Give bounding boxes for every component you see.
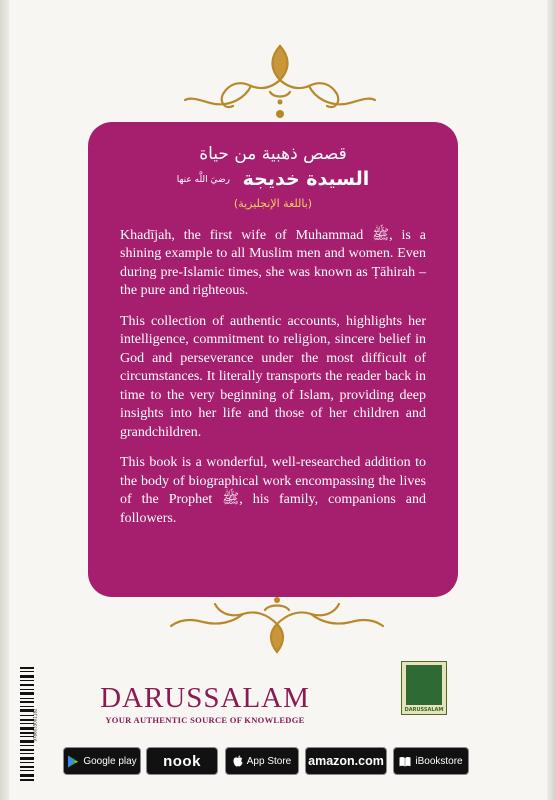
- app-store-badge[interactable]: [225, 747, 299, 775]
- amazon-badge[interactable]: [305, 747, 387, 775]
- publisher-block: [55, 682, 355, 726]
- google-play-badge[interactable]: [63, 747, 141, 775]
- paragraph: This book is a wonderful, well-researched addition to the body of biographical work encompassing the lives of the Prophet ﷺ, his family, companions and followers.: [120, 455, 426, 526]
- google-play-label: Google play: [83, 755, 137, 767]
- amazon-label: amazon.com: [308, 754, 384, 768]
- publisher-name: DARUSSALAM: [100, 682, 310, 714]
- paragraph: This collection of authentic accounts, highlights her intelligence, commitment to religion, sincere belief in God and perseverance under the most difficult of circumstances. It literally transports the reader back in time to the very beginning of Islam, providing deep insights into her life and those of her children and grandchildren.: [120, 313, 426, 440]
- nook-label: nook: [163, 752, 201, 770]
- google-play-icon: [67, 755, 79, 768]
- ibookstore-label: iBookstore: [415, 755, 463, 767]
- left-edge: [0, 0, 9, 800]
- arabic-title-main: السيدة خديجة: [242, 168, 370, 190]
- nook-badge[interactable]: [146, 747, 218, 775]
- arabic-title-line2: [120, 166, 426, 193]
- apple-icon: [233, 755, 243, 767]
- description-text: [120, 227, 426, 529]
- barcode-number: 9786035001182: [32, 708, 38, 742]
- logo-text: DARUSSALAM: [404, 707, 444, 713]
- barcode: [20, 665, 38, 785]
- ornament-top-icon: [175, 40, 385, 120]
- publisher-tagline: YOUR AUTHENTIC SOURCE OF KNOWLEDGE: [105, 715, 305, 725]
- right-edge: [547, 0, 555, 800]
- ornament-bottom-icon: [165, 596, 390, 656]
- app-store-label: App Store: [246, 755, 292, 767]
- arabic-note: (باللغة الإنجليزية): [233, 196, 313, 210]
- description-panel: [88, 122, 458, 597]
- publisher-logo: [401, 661, 447, 715]
- ibooks-icon: [399, 756, 411, 767]
- paragraph: Khadījah, the first wife of Muhammad ﷺ, is a shining example to all Muslim men and women. Even during pre-Islamic times, she was known as Ṭāhirah – the pure and righteous.: [120, 227, 426, 298]
- arabic-title-suffix: رضيَ اللَّه عنها: [176, 174, 231, 185]
- arabic-title-line1: قصص ذهبية من حياة: [199, 144, 347, 164]
- logo-emblem-icon: [406, 665, 442, 705]
- ibookstore-badge[interactable]: [393, 747, 469, 775]
